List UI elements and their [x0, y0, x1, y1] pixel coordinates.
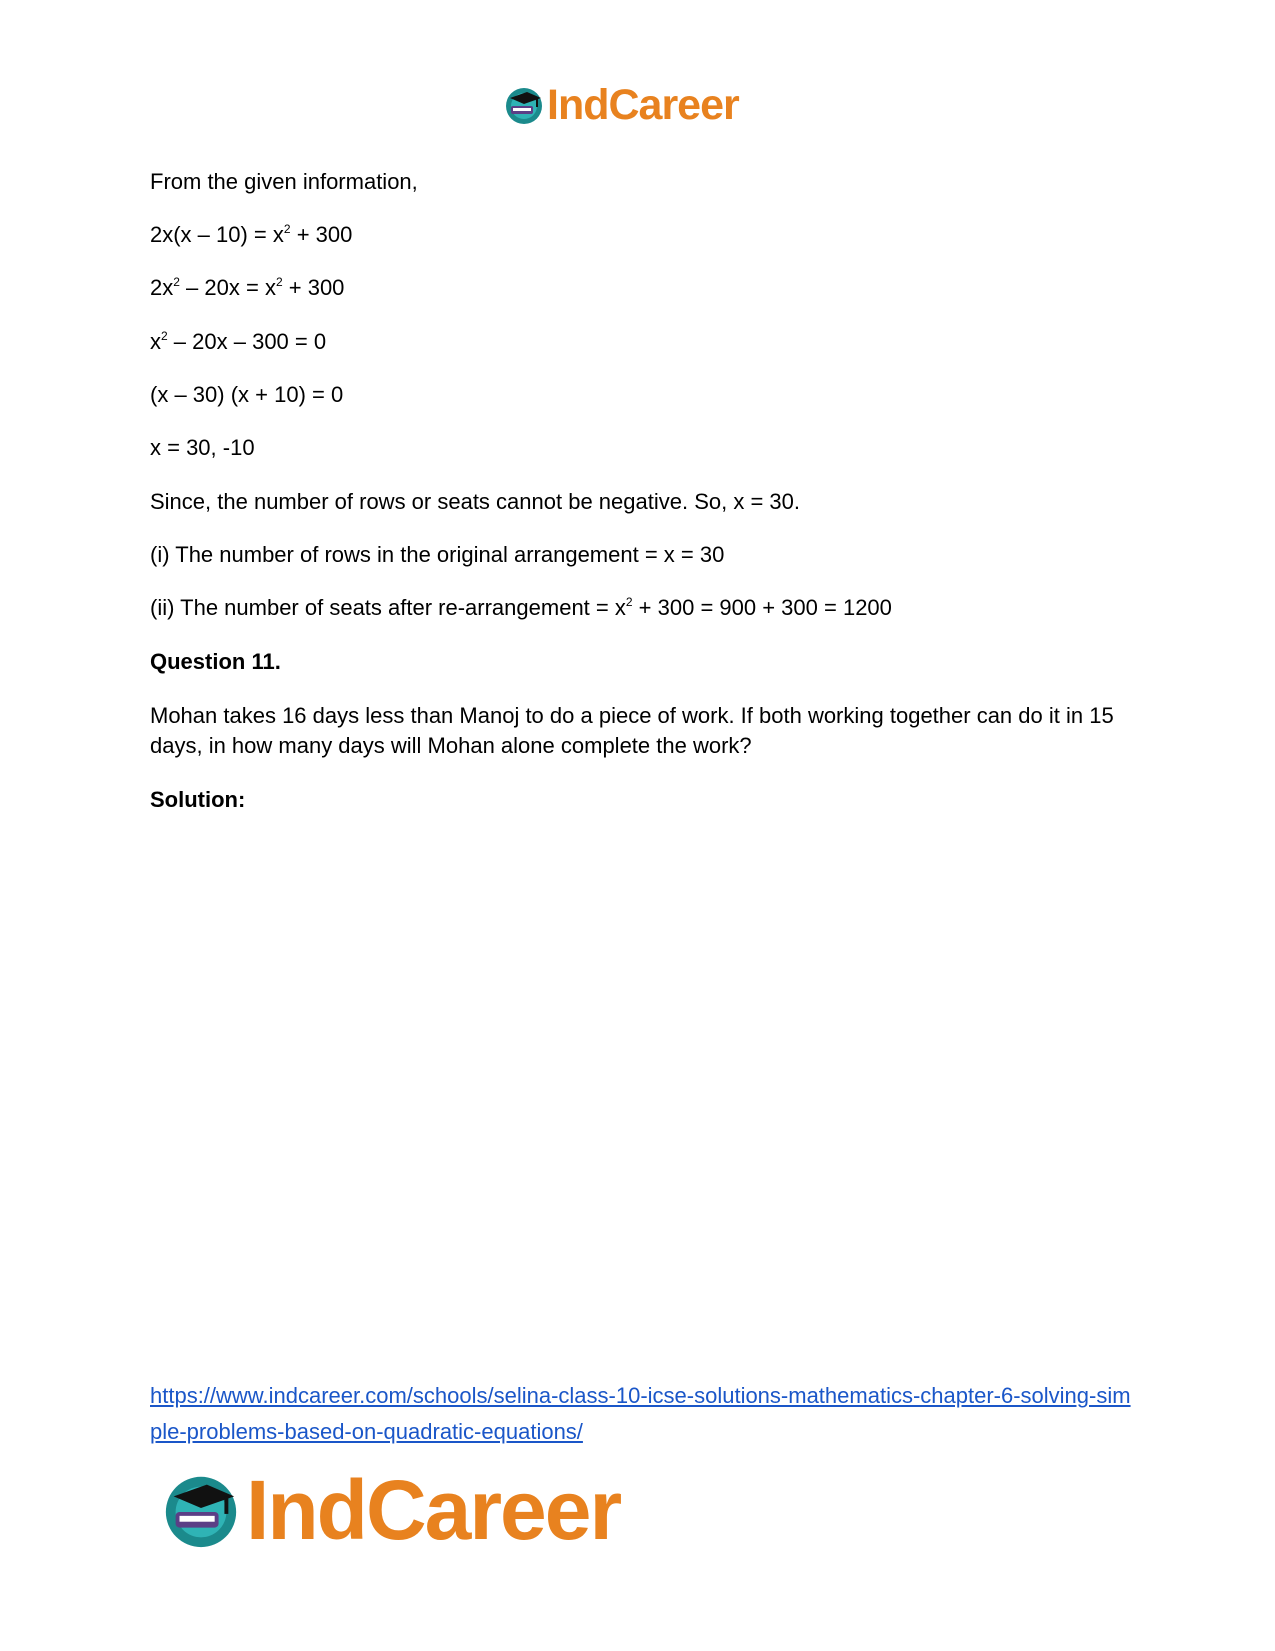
text-line: From the given information, [150, 169, 418, 194]
superscript: 2 [173, 275, 180, 289]
equation-line: (x – 30) (x + 10) = 0 [150, 382, 344, 407]
equation-part: + 300 [290, 222, 353, 247]
question-text: Mohan takes 16 days less than Manoj to do a piece of work. If both working together can do it in 15 days, in how many days will Mohan alone complete the work? [150, 703, 1114, 758]
equation-part: x [150, 329, 161, 354]
equation-part: – 20x – 300 = 0 [167, 329, 327, 354]
equation-line [150, 220, 352, 250]
text-line: Since, the number of rows or seats cannot be negative. So, x = 30. [150, 489, 800, 514]
equation-part: – 20x = x [179, 275, 276, 300]
solution-heading: Solution: [150, 787, 246, 812]
superscript: 2 [275, 275, 283, 289]
answer-line [150, 593, 892, 623]
globe-cap-icon [160, 1469, 242, 1551]
equation-part: 2x(x – 10) = x [150, 222, 284, 247]
superscript: 2 [161, 329, 168, 343]
equation-line [150, 327, 326, 357]
equation-part: 2x [150, 275, 174, 300]
superscript: 2 [283, 222, 291, 236]
logo-wordmark: IndCareer [246, 1463, 621, 1557]
logo-wordmark: IndCareer [547, 80, 739, 129]
equation-line [150, 273, 344, 303]
question-heading: Question 11. [150, 649, 281, 674]
answer-line: (i) The number of rows in the original arrangement = x = 30 [150, 542, 725, 567]
equation-line: x = 30, -10 [150, 435, 255, 460]
equation-part: + 300 [282, 275, 345, 300]
equation-part: (ii) The number of seats after re-arrangement = x [150, 595, 626, 620]
equation-part: + 300 = 900 + 300 = 1200 [632, 595, 892, 620]
header-logo [503, 80, 739, 130]
globe-cap-icon [503, 84, 545, 126]
source-link[interactable]: https://www.indcareer.com/schools/selina-class-10-icse-solutions-mathematics-chapter-6-solving-simple-problems-based-on-quadratic-equations/ [150, 1383, 1131, 1444]
superscript: 2 [625, 595, 633, 609]
footer-logo [160, 1465, 620, 1555]
